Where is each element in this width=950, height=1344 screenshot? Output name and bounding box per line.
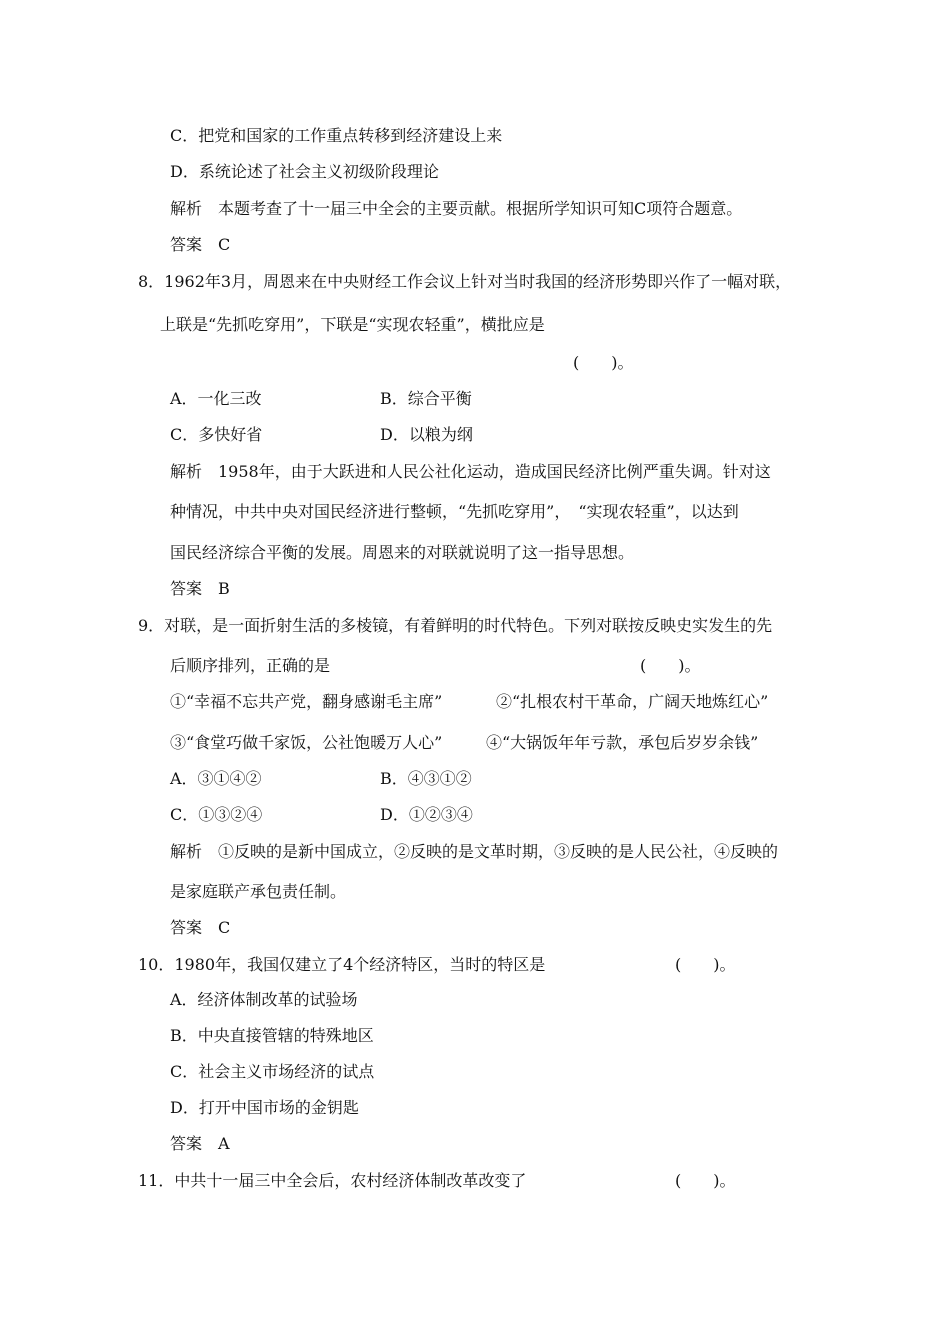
q8-analysis-line2: 种情况，中共中央对国民经济进行整顿，“先抓吃穿用”， “实现农轻重”，以达到 xyxy=(170,502,739,521)
q11-answer-blank: ( )。 xyxy=(675,1171,736,1190)
q8-analysis-line1: 解析 1958年，由于大跃进和人民公社化运动，造成国民经济比例严重失调。针对这 xyxy=(170,462,771,481)
q8-answer-blank: ( )。 xyxy=(573,353,634,372)
q9-answer-blank: ( )。 xyxy=(640,656,701,675)
q8-stem-line2: 上联是“先抓吃穿用”，下联是“实现农轻重”，横批应是 xyxy=(160,315,545,334)
q9-answer: 答案 C xyxy=(170,918,231,937)
q9-stem-line1: 9．对联，是一面折射生活的多棱镜，有着鲜明的时代特色。下列对联按反映史实发生的先 xyxy=(138,616,773,635)
q9-option-b: B．④③①② xyxy=(380,769,472,788)
prev-answer: 答案 C xyxy=(170,235,231,254)
q9-item-4: ④“大锅饭年年亏款，承包后岁岁余钱” xyxy=(486,733,759,752)
q9-analysis-line1: 解析 ①反映的是新中国成立，②反映的是文革时期，③反映的是人民公社，④反映的 xyxy=(170,842,779,861)
q10-answer: 答案 A xyxy=(170,1134,230,1153)
q10-stem-line1: 10．1980年，我国仅建立了4个经济特区，当时的特区是 xyxy=(138,955,546,974)
q10-answer-blank: ( )。 xyxy=(675,955,736,974)
q8-option-c: C．多快好省 xyxy=(170,425,263,444)
q9-stem-line2: 后顺序排列，正确的是 xyxy=(170,656,331,675)
q9-option-a: A．③①④② xyxy=(170,769,262,788)
q9-item-3: ③“食堂巧做千家饭，公社饱暖万人心” xyxy=(170,733,443,752)
q8-analysis-line3: 国民经济综合平衡的发展。周恩来的对联就说明了这一指导思想。 xyxy=(170,543,635,562)
prev-analysis: 解析 本题考查了十一届三中全会的主要贡献。根据所学知识可知C项符合题意。 xyxy=(170,199,743,218)
q9-option-c: C．①③②④ xyxy=(170,805,263,824)
q8-option-d: D．以粮为纲 xyxy=(380,425,473,444)
q9-item-2: ②“扎根农村干革命，广阔天地炼红心” xyxy=(496,692,769,711)
q8-stem-line1: 8．1962年3月，周恩来在中央财经工作会议上针对当时我国的经济形势即兴作了一幅对联， xyxy=(138,272,792,291)
q10-option-d: D．打开中国市场的金钥匙 xyxy=(170,1098,359,1117)
q8-option-b: B．综合平衡 xyxy=(380,389,472,408)
q8-option-a: A．一化三改 xyxy=(170,389,262,408)
q10-option-b: B．中央直接管辖的特殊地区 xyxy=(170,1026,374,1045)
q9-item-1: ①“幸福不忘共产党，翻身感谢毛主席” xyxy=(170,692,443,711)
q10-option-a: A．经济体制改革的试验场 xyxy=(170,990,358,1009)
q9-analysis-line2: 是家庭联产承包责任制。 xyxy=(170,882,347,901)
q10-option-c: C．社会主义市场经济的试点 xyxy=(170,1062,375,1081)
q8-answer: 答案 B xyxy=(170,579,230,598)
prev-option-c: C．把党和国家的工作重点转移到经济建设上来 xyxy=(170,126,503,145)
prev-option-d: D．系统论述了社会主义初级阶段理论 xyxy=(170,162,439,181)
q9-option-d: D．①②③④ xyxy=(380,805,473,824)
q11-stem-line1: 11．中共十一届三中全会后，农村经济体制改革改变了 xyxy=(138,1171,527,1190)
